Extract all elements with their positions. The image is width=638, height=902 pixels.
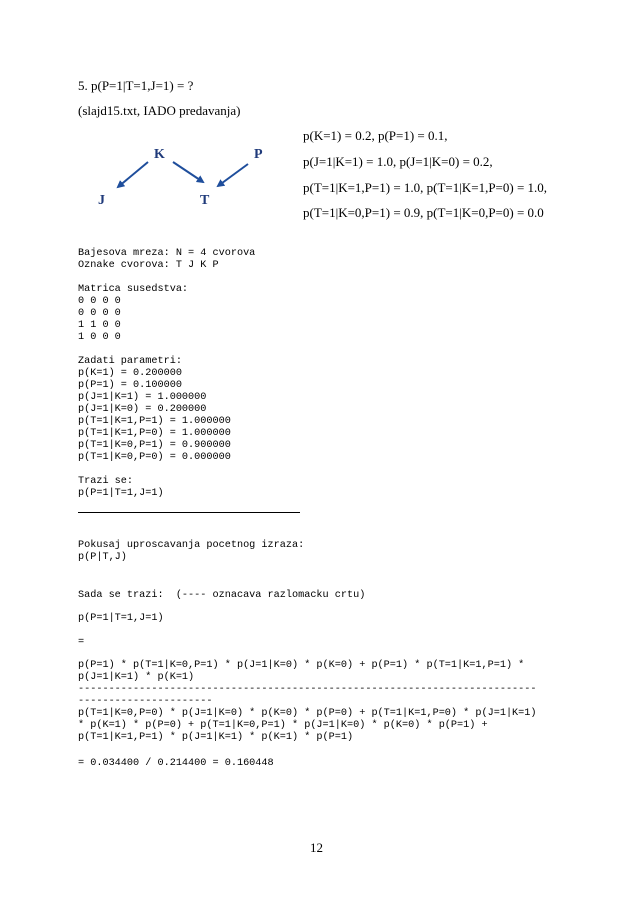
text-line: p(T=1|K=1,P=0) = 1.000000 <box>78 428 231 439</box>
param-line: p(J=1|K=1) = 1.0, p(J=1|K=0) = 0.2, <box>303 154 493 169</box>
fraction-line: ---------------------- <box>78 696 213 707</box>
denominator-line: p(T=1|K=1,P=1) * p(J=1|K=1) * p(K=1) * p(P=1) <box>78 732 354 743</box>
edge-p-t <box>218 164 248 186</box>
horizontal-rule <box>78 512 300 513</box>
problem-heading: 5. p(P=1|T=1,J=1) = ? <box>78 78 194 93</box>
bayes-network-diagram <box>78 132 300 222</box>
denominator-line: p(T=1|K=0,P=0) * p(J=1|K=0) * p(K=0) * p(P=0) + p(T=1|K=1,P=0) * p(J=1|K=1) <box>78 708 537 719</box>
text-line: Bajesova mreza: N = 4 cvorova <box>78 248 256 259</box>
denominator-line: * p(K=1) * p(P=0) + p(T=1|K=0,P=1) * p(J=1|K=0) * p(K=0) * p(P=1) + <box>78 720 488 731</box>
text-line: p(T=1|K=1,P=1) = 1.000000 <box>78 416 231 427</box>
text-line <box>78 272 255 284</box>
text-line: Matrica susedstva: <box>78 284 189 295</box>
text-line: 0 0 0 0 <box>78 308 121 319</box>
param-line: p(T=1|K=0,P=1) = 0.9, p(T=1|K=0,P=0) = 0.0 <box>303 205 544 220</box>
result-line: = 0.034400 / 0.214400 = 0.160448 <box>78 758 274 769</box>
page-number: 12 <box>310 840 323 855</box>
fraction-line: --------------------------------------------------------------------------- <box>78 684 537 695</box>
text-line: p(T=1|K=0,P=1) = 0.900000 <box>78 440 231 451</box>
text-line: Pokusaj uproscavanja pocetnog izraza: <box>78 540 305 551</box>
text-line: p(P=1|T=1,J=1) <box>78 488 164 499</box>
numerator-line: p(P=1) * p(T=1|K=0,P=1) * p(J=1|K=0) * p(K=0) + p(P=1) * p(T=1|K=1,P=1) * <box>78 660 525 671</box>
simplification-block <box>78 540 304 564</box>
text-line: Zadati parametri: <box>78 356 182 367</box>
text-line: p(K=1) = 0.200000 <box>78 368 182 379</box>
text-line: 1 1 0 0 <box>78 320 121 331</box>
text-line: p(P|T,J) <box>78 552 127 563</box>
equals-line: = <box>78 637 85 648</box>
text-line: p(J=1|K=0) = 0.200000 <box>78 404 207 415</box>
node-k: K <box>154 147 165 162</box>
node-t: T <box>200 193 210 208</box>
numerator-line: p(J=1|K=1) * p(K=1) <box>78 672 195 683</box>
sada-line: Sada se trazi: (---- oznacava razlomacku crtu) <box>78 590 366 601</box>
edge-k-t <box>173 162 203 182</box>
text-line <box>78 344 255 356</box>
text-line: Oznake cvorova: T J K P <box>78 260 219 271</box>
param-line: p(K=1) = 0.2, p(P=1) = 0.1, <box>303 128 448 143</box>
program-output-block <box>78 248 255 500</box>
param-line: p(T=1|K=1,P=1) = 1.0, p(T=1|K=1,P=0) = 1.0, <box>303 180 548 195</box>
node-j: J <box>98 193 105 208</box>
query-line: p(P=1|T=1,J=1) <box>78 613 164 624</box>
text-line: p(J=1|K=1) = 1.000000 <box>78 392 207 403</box>
node-p: P <box>254 147 263 162</box>
text-line: p(T=1|K=0,P=0) = 0.000000 <box>78 452 231 463</box>
text-line: p(P=1) = 0.100000 <box>78 380 182 391</box>
source-reference: (slajd15.txt, IADO predavanja) <box>78 103 241 118</box>
text-line: 0 0 0 0 <box>78 296 121 307</box>
text-line: Trazi se: <box>78 476 134 487</box>
text-line: 1 0 0 0 <box>78 332 121 343</box>
formula-block <box>78 660 537 744</box>
edge-k-j <box>118 162 148 187</box>
text-line <box>78 464 255 476</box>
